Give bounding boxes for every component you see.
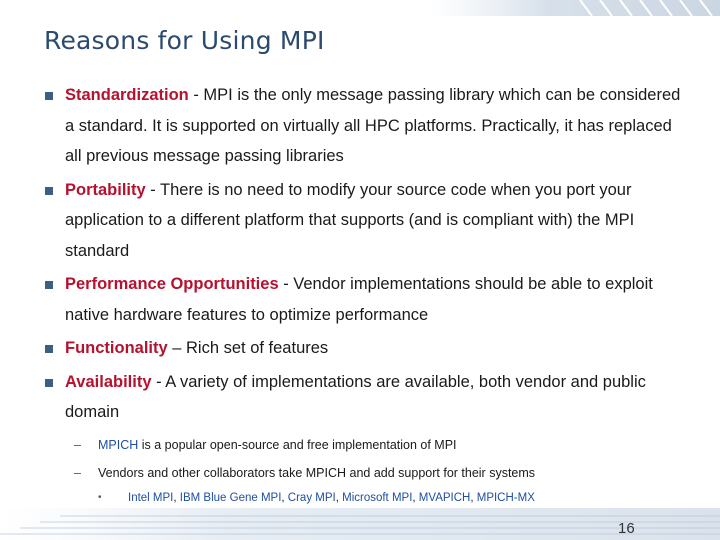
top-decorative-stripes [430,0,720,16]
bullet-text: - Vendor implementations should be able to exploit native hardware features to optimize performance [65,275,653,324]
slide-title: Reasons for Using MPI [44,26,325,55]
bullet-list [44,80,684,509]
bullet-portability [44,175,684,267]
implementation-item: Microsoft MPI [342,491,413,504]
square-bullet-icon [45,345,53,353]
square-bullet-icon [45,281,53,289]
implementation-item: Cray MPI [287,491,336,504]
separator: , [281,491,288,504]
bullet-term: Portability [65,180,146,199]
mpich-term: MPICH [98,437,139,452]
bullet-text: - There is no need to modify your source code when you port your application to a different platform that supports (and is compliant with) the MPI standard [65,180,635,260]
bottom-decorative-stripes [0,500,720,540]
page-number: 16 [618,520,635,537]
bullet-standardization [44,80,684,172]
sub-bullet-text: Vendors and other collaborators take MPICH and add support for their systems [98,465,536,480]
separator: , [470,491,477,504]
implementation-item: Intel MPI [128,491,174,504]
bullet-text: - MPI is the only message passing library which can be considered a standard. It is supported on virtually all HPC platforms. Practically, it has replaced all previous message passing libraries [65,86,681,165]
implementation-item: IBM Blue Gene MPI [179,491,282,504]
implementation-item: MVAPICH [418,491,471,504]
dash-bullet: – [74,465,81,480]
bullet-term: Availability [65,372,152,391]
square-bullet-icon [45,187,53,195]
bullet-text: – Rich set of features [167,339,329,357]
bullet-term: Performance Opportunities [65,275,279,293]
bullet-performance [44,269,684,330]
implementation-item: MPICH-MX [476,491,535,504]
bullet-text: - A variety of implementations are available, both vendor and public domain [65,372,646,421]
separator: , [173,491,180,504]
bullet-functionality [44,333,684,364]
dot-bullet: • [98,491,102,503]
separator: , [412,491,419,504]
bullet-term: Standardization [65,86,189,104]
sub-bullet-text: is a popular open-source and free implementation of MPI [138,437,457,452]
square-bullet-icon [45,379,53,387]
bullet-availability [44,367,684,428]
dash-bullet: – [74,437,81,452]
bullet-term: Functionality [65,339,168,357]
sub-bullet-mpich [74,431,684,459]
separator: , [335,491,343,504]
sub-bullet-vendors [74,459,684,487]
square-bullet-icon [45,92,53,100]
